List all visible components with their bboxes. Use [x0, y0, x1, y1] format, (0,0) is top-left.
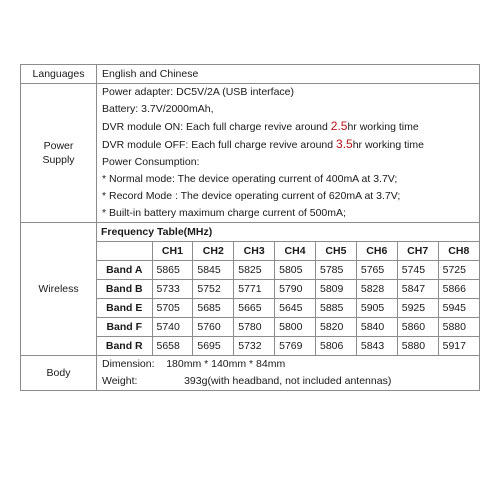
channel-header: CH3: [234, 242, 275, 261]
frequency-cell: 5917: [438, 337, 479, 356]
languages-label: Languages: [21, 65, 97, 84]
frequency-cell: 5785: [316, 261, 357, 280]
frequency-title-row: [97, 223, 479, 242]
frequency-cell: 5865: [152, 261, 193, 280]
channel-header: CH2: [193, 242, 234, 261]
band-name: Band E: [97, 299, 152, 318]
band-row: [97, 337, 479, 356]
frequency-cell: 5925: [397, 299, 438, 318]
frequency-cell: 5806: [316, 337, 357, 356]
frequency-cell: 5665: [234, 299, 275, 318]
frequency-cell: 5780: [234, 318, 275, 337]
frequency-cell: 5733: [152, 280, 193, 299]
body-label: Body: [21, 356, 97, 391]
frequency-cell: 5805: [275, 261, 316, 280]
frequency-cell: 5860: [397, 318, 438, 337]
frequency-cell: 5771: [234, 280, 275, 299]
normal-mode-text: * Normal mode: The device operating current of 400mA at 3.7V;: [102, 173, 398, 185]
frequency-cell: 5769: [275, 337, 316, 356]
dvr-off-suffix: hr working time: [352, 139, 424, 151]
frequency-table: [97, 223, 479, 355]
frequency-cell: 5820: [316, 318, 357, 337]
frequency-cell: 5828: [356, 280, 397, 299]
dvr-off-text: [97, 136, 479, 154]
frequency-cell: 5880: [438, 318, 479, 337]
channel-header: CH7: [397, 242, 438, 261]
frequency-cell: 5745: [397, 261, 438, 280]
channel-header: CH1: [152, 242, 193, 261]
channel-header: CH4: [275, 242, 316, 261]
wireless-row: [21, 223, 480, 356]
body-details: [97, 356, 480, 391]
frequency-cell: 5866: [438, 280, 479, 299]
record-mode-text: * Record Mode : The device operating current of 620mA at 3.7V;: [102, 190, 401, 202]
power-supply-row: [21, 84, 480, 223]
frequency-cell: 5885: [316, 299, 357, 318]
channel-header: CH8: [438, 242, 479, 261]
frequency-table-title: Frequency Table(MHz): [97, 223, 479, 242]
frequency-cell: 5800: [275, 318, 316, 337]
band-name: Band A: [97, 261, 152, 280]
battery-text: Battery: 3.7V/2000mAh,: [102, 103, 214, 115]
frequency-cell: 5695: [193, 337, 234, 356]
band-row: [97, 318, 479, 337]
spec-table: [20, 64, 480, 391]
weight-text: Weight: 393g(with headband, not included antennas): [102, 375, 392, 387]
power-adapter-text: Power adapter: DC5V/2A (USB interface): [102, 86, 295, 98]
frequency-cell: 5847: [397, 280, 438, 299]
dvr-on-hours: 2.5: [330, 119, 348, 133]
channel-header: CH6: [356, 242, 397, 261]
languages-row: [21, 65, 480, 84]
frequency-cell: 5790: [275, 280, 316, 299]
channel-header-row: [97, 242, 479, 261]
channel-header: CH5: [316, 242, 357, 261]
power-supply-label: [21, 84, 97, 223]
frequency-cell: 5843: [356, 337, 397, 356]
channel-header-corner: [97, 242, 152, 261]
frequency-cell: 5685: [193, 299, 234, 318]
languages-value: English and Chinese: [97, 65, 480, 84]
frequency-cell: 5752: [193, 280, 234, 299]
charge-current-text: * Built-in battery maximum charge current of 500mA;: [102, 207, 346, 219]
frequency-cell: 5945: [438, 299, 479, 318]
dvr-off-hours: 3.5: [336, 137, 353, 151]
power-consumption-title: Power Consumption:: [102, 156, 200, 168]
dimension-text: Dimension: 180mm * 140mm * 84mm: [102, 358, 286, 370]
frequency-cell: 5845: [193, 261, 234, 280]
dvr-on-text: [97, 118, 479, 136]
frequency-cell: 5658: [152, 337, 193, 356]
dvr-on-prefix: DVR module ON: Each full charge revive around: [102, 121, 331, 133]
frequency-cell: 5725: [438, 261, 479, 280]
dvr-off-prefix: DVR module OFF: Each full charge revive around: [102, 139, 337, 151]
frequency-cell: 5732: [234, 337, 275, 356]
frequency-cell: 5645: [275, 299, 316, 318]
frequency-cell: 5825: [234, 261, 275, 280]
power-supply-label-text: Power Supply: [42, 140, 75, 166]
body-row: [21, 356, 480, 391]
band-row: [97, 261, 479, 280]
wireless-label: Wireless: [21, 223, 97, 356]
band-row: [97, 280, 479, 299]
frequency-cell: 5880: [397, 337, 438, 356]
band-row: [97, 299, 479, 318]
power-supply-details: [97, 84, 480, 223]
band-name: Band F: [97, 318, 152, 337]
frequency-cell: 5905: [356, 299, 397, 318]
wireless-details: [97, 223, 480, 356]
band-name: Band B: [97, 280, 152, 299]
band-name: Band R: [97, 337, 152, 356]
frequency-cell: 5705: [152, 299, 193, 318]
frequency-cell: 5765: [356, 261, 397, 280]
frequency-cell: 5840: [356, 318, 397, 337]
frequency-cell: 5740: [152, 318, 193, 337]
dvr-on-suffix: hr working time: [347, 121, 419, 133]
frequency-cell: 5760: [193, 318, 234, 337]
frequency-cell: 5809: [316, 280, 357, 299]
